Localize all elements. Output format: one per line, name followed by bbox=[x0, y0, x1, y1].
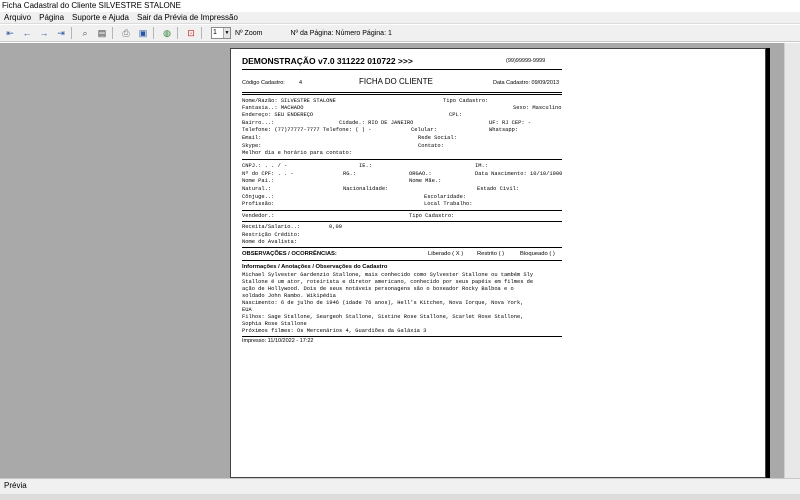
divider bbox=[242, 221, 562, 222]
report-header-phone: (99)99999-9999 bbox=[506, 58, 546, 64]
last-page-icon[interactable]: ⇥ bbox=[57, 27, 65, 38]
field-local-trabalho: Local Trabalho: bbox=[424, 201, 473, 207]
codigo-value: 4 bbox=[299, 80, 303, 86]
impresso-timestamp: Impresso: 11/10/2022 - 17:22 bbox=[242, 338, 314, 344]
field-natural: Natural.: bbox=[242, 186, 272, 192]
field-profissao: Profissão: bbox=[242, 201, 275, 207]
field-cpl: CPL: bbox=[449, 112, 462, 118]
next-page-icon[interactable]: → bbox=[39, 28, 49, 38]
field-melhor-dia: Melhor dia e horário para contato: bbox=[242, 150, 352, 156]
field-tipo-cadastro: Tipo Cadastro: bbox=[443, 98, 489, 104]
first-page-icon[interactable]: ⇤ bbox=[6, 27, 14, 38]
field-uf-cep: UF: RJ CEP: - bbox=[489, 120, 532, 126]
info-line: Stallone é um ator, roteirista e diretor americano, conhecido por seus papéis em filmes de bbox=[242, 279, 534, 285]
print-icon[interactable]: ⎙ bbox=[122, 27, 130, 38]
menu-suporte[interactable]: Suporte e Ajuda bbox=[72, 13, 129, 22]
info-line: Sophia Rose Stallone bbox=[242, 321, 307, 327]
field-orgao: ORGAO.: bbox=[409, 171, 432, 177]
info-line: ação de Hollywood. Dois de seus notáveis personagens são o boxeador Rocky Balboa e o bbox=[242, 286, 514, 292]
status-grip bbox=[0, 494, 800, 500]
field-conjuge: Cônjuge..: bbox=[242, 194, 275, 200]
window-title: Ficha Cadastral do Cliente SILVESTRE STALONE bbox=[2, 1, 181, 10]
field-receita-value: 0,00 bbox=[329, 224, 342, 230]
divider bbox=[242, 247, 562, 248]
title-bar bbox=[0, 0, 800, 12]
menu-pagina[interactable]: Página bbox=[39, 13, 65, 22]
field-im: IM.: bbox=[475, 163, 488, 169]
field-avalista: Nome do Avalista: bbox=[242, 239, 297, 245]
info-line: EUA bbox=[242, 307, 252, 313]
form-title: FICHA DO CLIENTE bbox=[359, 77, 433, 86]
field-rg: RG.: bbox=[343, 171, 356, 177]
menu-bar bbox=[0, 12, 800, 24]
status-bar bbox=[0, 478, 800, 500]
divider bbox=[242, 94, 562, 95]
codigo-label: Código Cadastro: bbox=[242, 80, 285, 86]
divider bbox=[242, 260, 562, 261]
zoom-label: Nº Zoom bbox=[235, 29, 263, 37]
divider bbox=[242, 69, 562, 70]
field-escolaridade: Escolaridade: bbox=[424, 194, 467, 200]
field-email: Email: bbox=[242, 135, 262, 141]
field-celular: Celular: bbox=[411, 127, 437, 133]
status-text: Prévia bbox=[4, 481, 27, 490]
field-cnpj: CNPJ.: . . / - bbox=[242, 163, 288, 169]
field-nome: Nome/Razão: SILVESTRE STALONE bbox=[242, 98, 336, 104]
field-skype: Skype: bbox=[242, 143, 262, 149]
field-sexo: Sexo: Masculino bbox=[513, 105, 562, 111]
page-shadow bbox=[766, 48, 770, 478]
status-restrito: Restrito ( ) bbox=[477, 251, 505, 257]
field-bairro: Bairro...: bbox=[242, 120, 275, 126]
prev-page-icon[interactable]: ← bbox=[22, 28, 32, 38]
report-header-title: DEMONSTRAÇÃO v7.0 311222 010722 >>> bbox=[242, 56, 413, 66]
export-icon[interactable]: ◍ bbox=[163, 27, 171, 38]
page-view-icon[interactable]: ▤ bbox=[97, 27, 107, 38]
field-ie: IE.: bbox=[359, 163, 372, 169]
vertical-scrollbar[interactable] bbox=[784, 43, 800, 478]
zoom-icon[interactable]: ⌕ bbox=[82, 27, 88, 38]
page-number-label: Nº da Página: Número Página: 1 bbox=[290, 29, 392, 37]
divider bbox=[242, 159, 562, 160]
field-endereco: Endereço: SEU ENDEREÇO bbox=[242, 112, 314, 118]
field-estado-civil: Estado Civil: bbox=[477, 186, 520, 192]
info-line: Michael Sylvester Gardenzio Stallone, mais conhecido como Sylvester Stallone ou também Sly bbox=[242, 272, 534, 278]
field-whatsapp: Whatsapp: bbox=[489, 127, 519, 133]
status-bloqueado: Bloqueado ( ) bbox=[520, 251, 555, 257]
field-cpf: Nº do CPF: . . - bbox=[242, 171, 294, 177]
info-title: Informações / Anotações / Observações do Cadastro bbox=[242, 264, 388, 270]
status-liberado: Liberado ( X ) bbox=[428, 251, 464, 257]
field-nome-pai: Nome Pai.: bbox=[242, 178, 275, 184]
chevron-down-icon[interactable]: ▼ bbox=[224, 30, 230, 36]
field-restricao: Restrição Crédito: bbox=[242, 232, 301, 238]
zoom-select[interactable]: 1 ▼ bbox=[211, 27, 231, 39]
obs-title: OBSERVAÇÕES / OCORRÊNCIAS: bbox=[242, 251, 337, 257]
toolbar-separator bbox=[201, 27, 202, 39]
field-receita: Receita/Salario..: bbox=[242, 224, 301, 230]
menu-arquivo[interactable]: Arquivo bbox=[4, 13, 32, 22]
divider bbox=[242, 336, 562, 337]
report-page bbox=[230, 48, 766, 478]
field-vendedor: Vendedor.: bbox=[242, 213, 275, 219]
menu-sair[interactable]: Sair da Prévia de Impressão bbox=[136, 13, 238, 22]
field-data-nascimento: Data Nascimento: 10/10/1900 bbox=[475, 171, 563, 177]
data-cadastro: Data Cadastro: 09/09/2013 bbox=[493, 80, 560, 86]
toolbar-separator bbox=[112, 27, 113, 39]
toolbar bbox=[0, 25, 800, 42]
info-line: soldado John Rambo. Wikipédia bbox=[242, 293, 336, 299]
close-preview-icon[interactable]: ⊡ bbox=[187, 27, 195, 38]
field-rede-social: Rede Social: bbox=[418, 135, 457, 141]
toolbar-separator bbox=[153, 27, 154, 39]
field-nome-mae: Nome Mãe.: bbox=[409, 178, 442, 184]
field-tipo-cadastro-2: Tipo Cadastro: bbox=[409, 213, 455, 219]
info-line: Nascimento: 6 de julho de 1946 (idade 76 anos), Hell's Kitchen, Nova Iorque, Nova York, bbox=[242, 300, 524, 306]
info-line: Próximos filmes: Os Mercenários 4, Guardiões da Galáxia 3 bbox=[242, 328, 427, 334]
field-cidade: Cidade.: RIO DE JANEIRO bbox=[339, 120, 414, 126]
field-telefone: Telefone: (77)77777-7777 Telefone: ( ) - bbox=[242, 127, 372, 133]
field-nacionalidade: Nacionalidade: bbox=[343, 186, 389, 192]
toolbar-separator bbox=[177, 27, 178, 39]
print-setup-icon[interactable]: ▣ bbox=[138, 27, 148, 38]
field-contato: Contato: bbox=[418, 143, 444, 149]
divider bbox=[242, 92, 562, 93]
divider bbox=[242, 210, 562, 211]
toolbar-separator bbox=[71, 27, 72, 39]
info-line: Filhos: Sage Stallone, Seargeoh Stallone, Sistine Rose Stallone, Scarlet Rose Stallone, bbox=[242, 314, 524, 320]
field-fantasia: Fantasia..: MACHADO bbox=[242, 105, 304, 111]
